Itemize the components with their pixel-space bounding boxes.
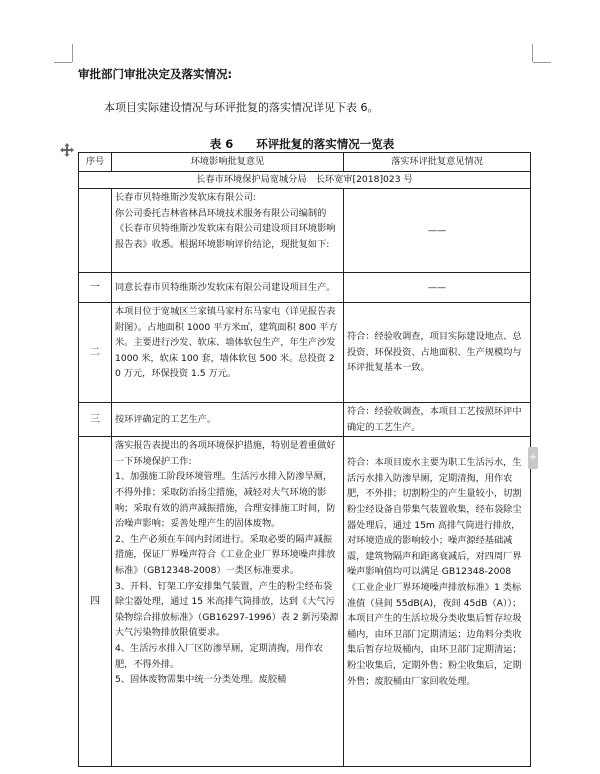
expand-handle-icon[interactable]: + — [528, 447, 538, 469]
row-status: 符合：经验收调查，本项目工艺按照环评中确定的工艺生产。 — [344, 403, 531, 437]
row-status: —— — [344, 189, 531, 273]
table-row — [79, 403, 531, 437]
table-title: 表 6 环评批复的落实情况一览表 — [209, 137, 395, 151]
section-heading: 审批部门审批决定及落实情况: — [78, 67, 233, 81]
row-seq — [79, 189, 112, 273]
row-status: 符合：本项目废水主要为职工生活污水，生活污水排入防渗旱厕，定期清掏，用作农肥，不外排；切割粉尘的产生量较小，切割粉尘经设备自带集气装置收集，经布袋除尘器处理后，通过 15m 高排气筒进行排放，对环境造成的影响较小；噪声源经基础减震，建筑物隔声和距离衰减后，对四周厂界噪声影响值均可以满足 GB12348-2008《工业企业厂界环境噪声排放标准》1 类标准值（昼间 55dB(A)，夜间 45dB（A））；本项目产生的生活垃圾分类收集后暂存垃圾桶内，由环卫部门定期清运；边角料分类收集后暂存垃圾桶内，由环卫部门定期清运；粉尘收集后，定期外售；粉尘收集后，定期外售；废胶桶由厂家回收处理。 — [344, 437, 531, 767]
header-seq: 序号 — [79, 153, 112, 172]
table-header-row — [79, 153, 531, 172]
crop-mark — [532, 44, 533, 62]
row-opinion: 长春市贝特维斯沙发软床有限公司: 你公司委托吉林省林昌环境技术服务有限公司编制的《长春市贝特维斯沙发软床有限公司建设项目环境影响报告表》收悉。根据环境影响评价结论，现批复如下: — [112, 189, 344, 273]
crop-mark — [54, 62, 72, 63]
row-status: 符合：经验收调查，项目实际建设地点、总投资、环保投资、占地面积、生产规模均与环评批复基本一致。 — [344, 303, 531, 403]
intro-paragraph: 本项目实际建设情况与环评批复的落实情况详见下表 6。 — [104, 101, 379, 114]
row-opinion: 按环评确定的工艺生产。 — [112, 403, 344, 437]
table-row — [79, 189, 531, 273]
crop-mark — [72, 44, 73, 62]
row-seq: 三 — [79, 403, 112, 437]
document-page — [72, 62, 532, 774]
move-anchor-icon[interactable] — [60, 142, 74, 161]
row-opinion: 本项目位于宽城区兰家镇马家村东马家屯（详见报告表附图）。占地面积 1000 平方米㎡，建筑面积 800 平方米。主要进行沙发、软床、墙体软包生产，年生产沙发 1000 米，软床 100 套，墙体软包 500 米。总投资 20 万元，环保投资 1.5 万元。 — [112, 303, 344, 403]
row-seq: 一 — [79, 273, 112, 303]
crop-mark — [533, 62, 551, 63]
authority-row — [79, 172, 531, 189]
authority-cell: 长春市环境保护局宽城分局 长环宽审[2018]023 号 — [79, 172, 531, 189]
header-opinion: 环境影响批复意见 — [112, 153, 344, 172]
row-opinion: 同意长春市贝特维斯沙发软床有限公司建设项目生产。 — [112, 273, 344, 303]
approval-table — [78, 152, 531, 767]
row-status: —— — [344, 273, 531, 303]
row-opinion: 落实报告表提出的各项环境保护措施，特别是着重做好一下环境保护工作: 1、加强施工阶段环境管理。生活污水排入防渗旱厕，不得外排；采取防治扬尘措施，减轻对大气环境的影响；采取有效的消声减振措施，合理安排施工时间，防治噪声影响；妥善处理产生的固体废物。 2、生产必须在车间内封闭进行。采取必要的隔声减振措施，保证厂界噪声符合《工业企业厂界环境噪声排放标准》（GB12348-2008）一类区标准要求。 3、开料、钉架工序安排集气装置，产生的粉尘经布袋除尘器处理，通过 15 米高排气筒排放，达到《大气污染物综合排放标准》（GB16297-1996）表 2 新污染源大气污染物排放限值要求。 4、生活污水排入厂区防渗旱厕，定期清掏，用作农肥，不得外排。 5、固体废物需集中统一分类处理。废胶桶 — [112, 437, 344, 767]
table-row — [79, 303, 531, 403]
header-status: 落实环评批复意见情况 — [344, 153, 531, 172]
table-row — [79, 437, 531, 767]
row-seq: 二 — [79, 303, 112, 403]
row-seq: 四 — [79, 437, 112, 767]
table-row — [79, 273, 531, 303]
